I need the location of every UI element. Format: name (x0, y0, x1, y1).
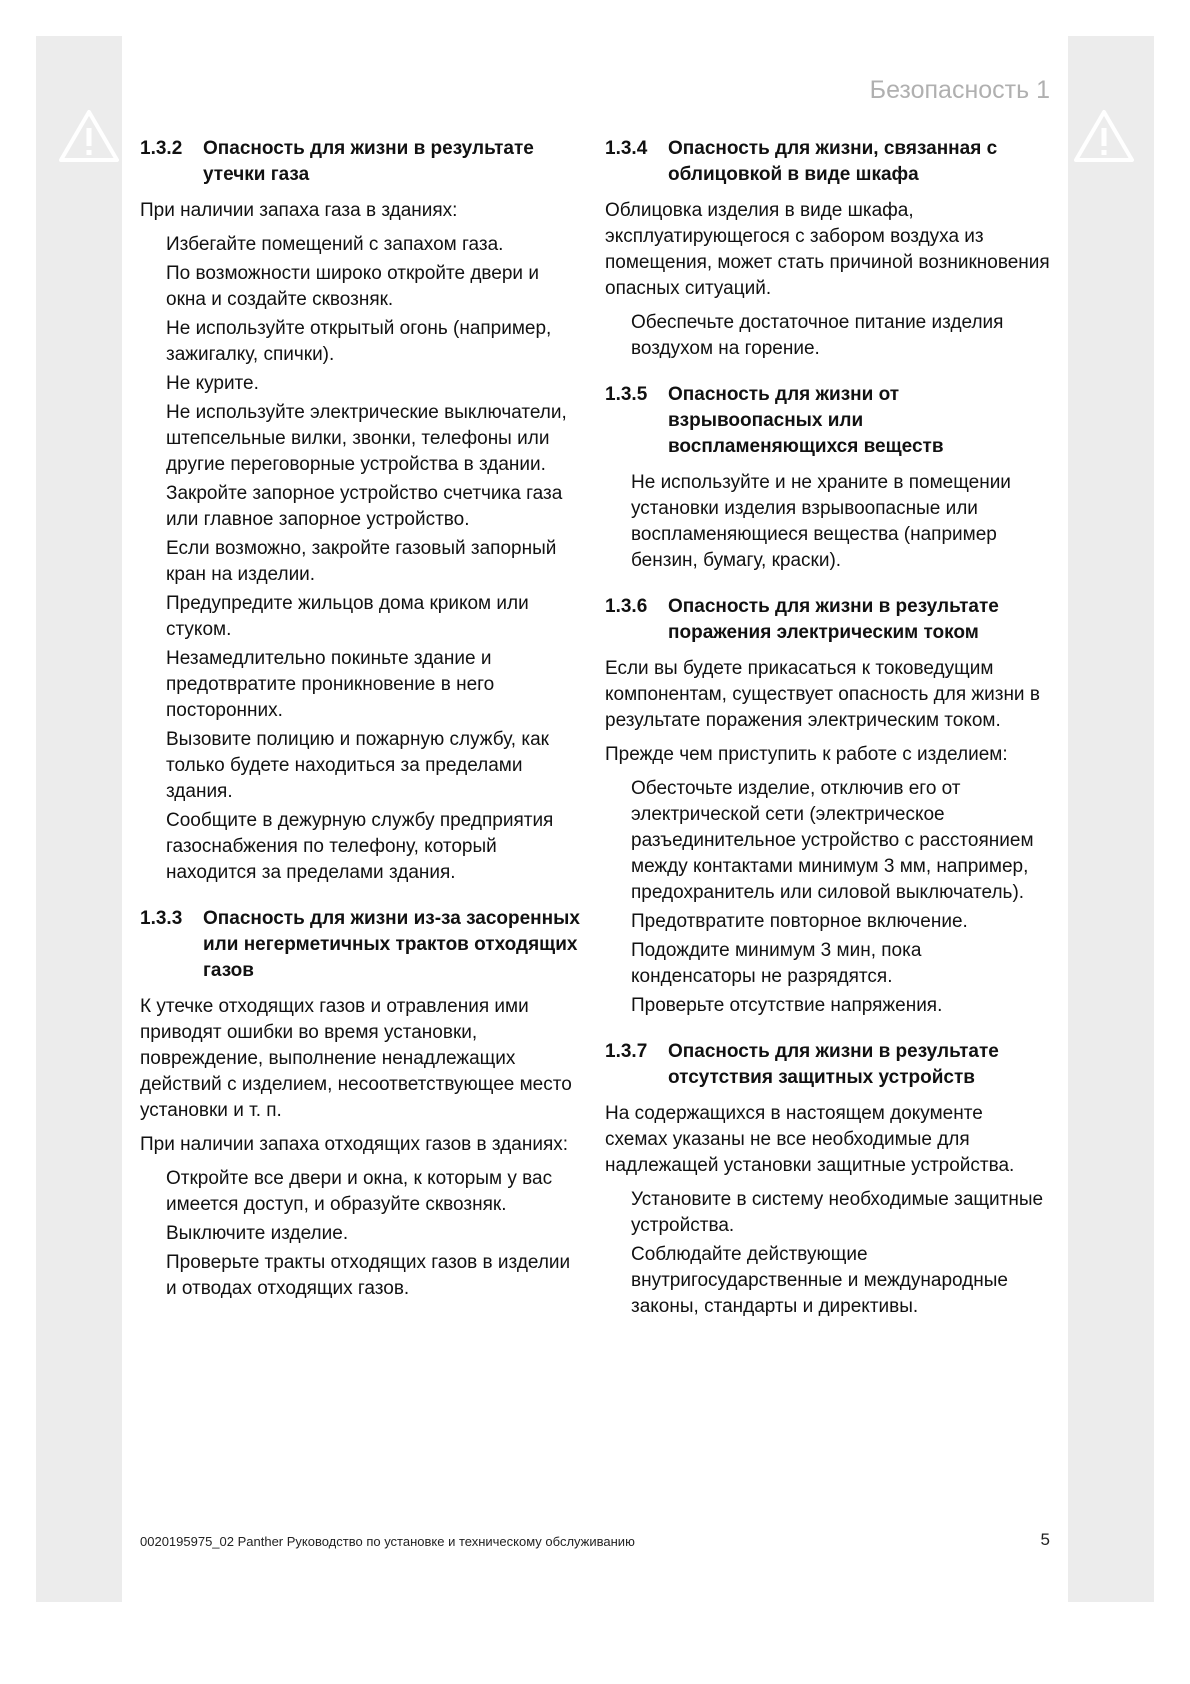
section-heading (605, 136, 1050, 188)
instruction-item: Откройте все двери и окна, к которым у вас имеется доступ, и образуйте сквозняк. (166, 1168, 553, 1215)
warning-triangle-icon (57, 108, 121, 164)
section-number: 1.3.4 (605, 138, 648, 159)
section-heading (140, 136, 580, 188)
instruction-list (140, 1166, 580, 1302)
instruction-item: Предупредите жильцов дома криком или стуком. (166, 593, 529, 640)
instruction-item: Не используйте и не храните в помещении установки изделия взрывоопасные или воспламеняющиеся вещества (например бензин, бумагу, краски). (631, 472, 1011, 571)
instruction-list (605, 776, 1050, 1019)
instruction-item: Закройте запорное устройство счетчика газа или главное запорное устройство. (166, 483, 563, 530)
body-paragraph: К утечке отходящих газов и отравления ими приводят ошибки во время установки, повреждение, выполнение ненадлежащих действий с изделием, несоответствующее место установки и т. п. (140, 996, 572, 1121)
page-number: 5 (1040, 1530, 1050, 1549)
left-column (140, 136, 580, 1322)
footer-document-info: 0020195975_02 Panther Руководство по установке и техническому обслуживанию (140, 1534, 635, 1549)
section-number: 1.3.6 (605, 596, 648, 617)
left-margin-band (36, 36, 122, 1602)
section-number: 1.3.3 (140, 908, 183, 929)
section-title: Опасность для жизни в результате утечки газа (203, 138, 534, 185)
body-paragraph: Облицовка изделия в виде шкафа, эксплуатирующегося с забором воздуха из помещения, может стать причиной возникновения опасных ситуаций. (605, 200, 1050, 299)
instruction-item: Обесточьте изделие, отключив его от электрической сети (электрическое разъединительное устройство с расстоянием между контактами минимум 3 мм, например, предохранитель или силовой выключатель). (631, 778, 1034, 903)
body-paragraph: При наличии запаха отходящих газов в зданиях: (140, 1134, 569, 1155)
instruction-item: Избегайте помещений с запахом газа. (166, 234, 504, 255)
instruction-item: По возможности широко откройте двери и окна и создайте сквозняк. (166, 263, 539, 310)
instruction-item: Не используйте открытый огонь (например, зажигалку, спички). (166, 318, 552, 365)
instruction-item: Проверьте тракты отходящих газов в изделии и отводах отходящих газов. (166, 1252, 571, 1299)
section-title: Опасность для жизни из-за засоренных или негерметичных трактов отходящих газов (203, 908, 580, 981)
warning-triangle-icon (1072, 108, 1136, 164)
body-paragraph: Прежде чем приступить к работе с изделием: (605, 744, 1008, 765)
section-title: Опасность для жизни, связанная с облицовкой в виде шкафа (668, 138, 998, 185)
right-margin-band (1068, 36, 1154, 1602)
right-column (605, 136, 1050, 1340)
section-1-3-5 (605, 382, 1050, 574)
section-heading (140, 906, 580, 984)
instruction-list (605, 1187, 1050, 1320)
instruction-item: Предотвратите повторное включение. (631, 911, 968, 932)
instruction-list (605, 470, 1050, 574)
instruction-item: Если возможно, закройте газовый запорный кран на изделии. (166, 538, 557, 585)
instruction-item: Проверьте отсутствие напряжения. (631, 995, 943, 1016)
page-header-title: Безопасность 1 (869, 76, 1050, 104)
instruction-item: Сообщите в дежурную службу предприятия газоснабжения по телефону, который находится за пределами здания. (166, 810, 554, 883)
body-paragraph: На содержащихся в настоящем документе схемах указаны не все необходимые для надлежащей установки защитные устройства. (605, 1103, 1015, 1176)
instruction-item: Подождите минимум 3 мин, пока конденсаторы не разрядятся. (631, 940, 922, 987)
instruction-list (605, 310, 1050, 362)
section-1-3-7 (605, 1039, 1050, 1320)
instruction-item: Выключите изделие. (166, 1223, 349, 1244)
section-number: 1.3.7 (605, 1041, 648, 1062)
section-1-3-6 (605, 594, 1050, 1019)
section-title: Опасность для жизни от взрывоопасных или воспламеняющихся веществ (668, 384, 944, 457)
instruction-item: Не курите. (166, 373, 259, 394)
section-title: Опасность для жизни в результате отсутствия защитных устройств (668, 1041, 999, 1088)
instruction-item: Установите в систему необходимые защитные устройства. (631, 1189, 1044, 1236)
section-1-3-4 (605, 136, 1050, 362)
instruction-item: Незамедлительно покиньте здание и предотвратите проникновение в него посторонних. (166, 648, 495, 721)
instruction-item: Не используйте электрические выключатели, штепсельные вилки, звонки, телефоны или другие переговорные устройства в здании. (166, 402, 567, 475)
body-paragraph: Если вы будете прикасаться к токоведущим компонентам, существует опасность для жизни в результате поражения электрическим током. (605, 658, 1040, 731)
section-1-3-3 (140, 906, 580, 1302)
section-heading (605, 594, 1050, 646)
instruction-item: Обеспечьте достаточное питание изделия воздухом на горение. (631, 312, 1004, 359)
body-paragraph: При наличии запаха газа в зданиях: (140, 200, 458, 221)
section-number: 1.3.2 (140, 138, 183, 159)
section-title: Опасность для жизни в результате поражения электрическим током (668, 596, 999, 643)
instruction-list (140, 232, 580, 886)
instruction-item: Вызовите полицию и пожарную службу, как только будете находиться за пределами здания. (166, 729, 549, 802)
section-1-3-2 (140, 136, 580, 886)
instruction-item: Соблюдайте действующие внутригосударственные и международные законы, стандарты и директивы. (631, 1244, 1008, 1317)
section-heading (605, 1039, 1050, 1091)
section-number: 1.3.5 (605, 384, 648, 405)
section-heading (605, 382, 1050, 460)
